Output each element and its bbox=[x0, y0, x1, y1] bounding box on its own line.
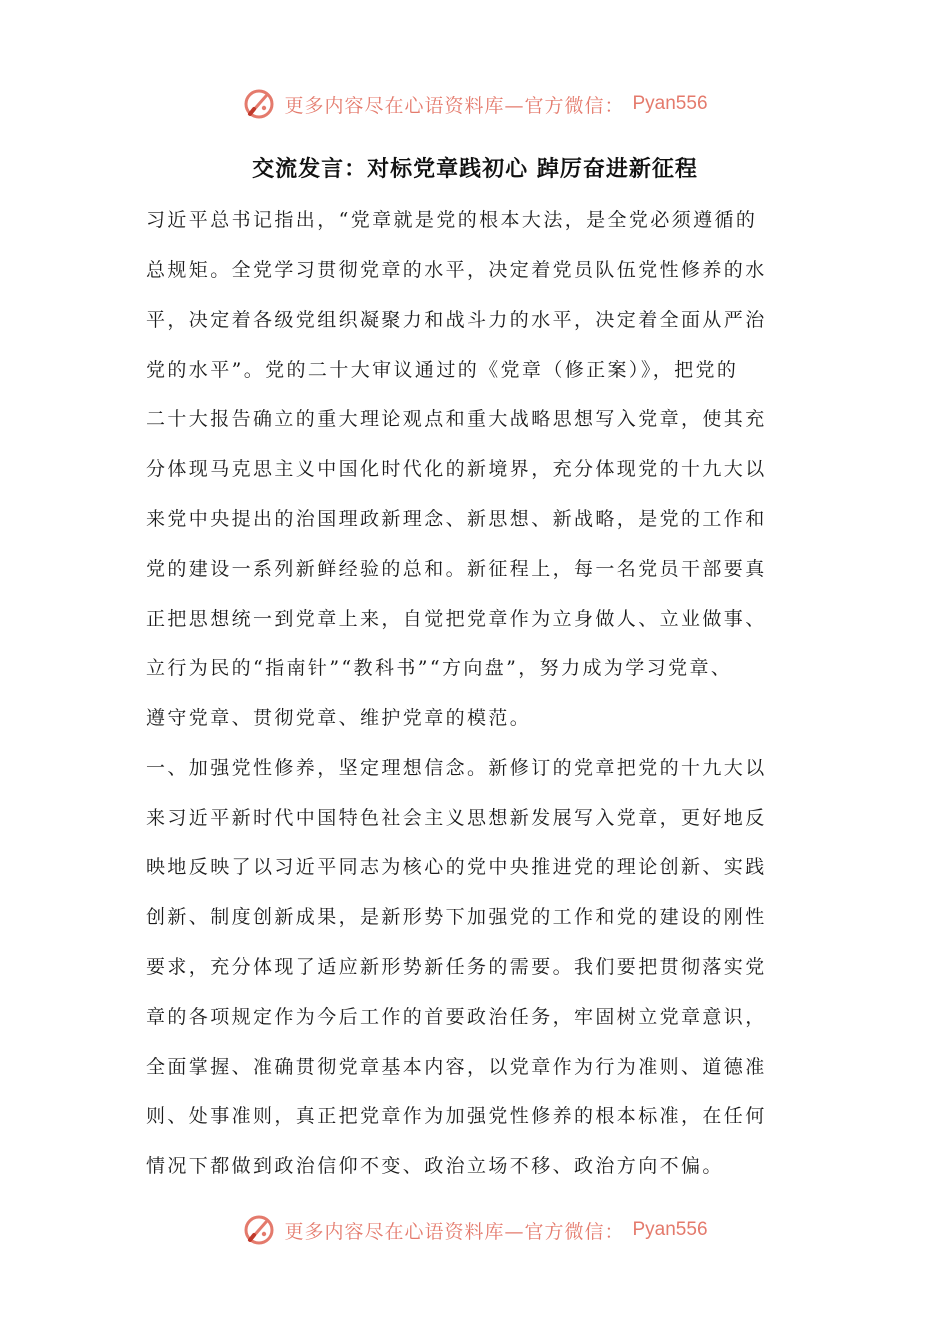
paragraph-line: 创新、制度创新成果，是新形势下加强党的工作和党的建设的刚性 bbox=[146, 906, 767, 928]
watermark-wechat-id: Pyan556 bbox=[632, 1219, 708, 1240]
paragraph-line: 习近平总书记指出，“党章就是党的根本大法，是全党必须遵循的 bbox=[146, 209, 758, 231]
document-title: 交流发言：对标党章践初心 踔厉奋进新征程 bbox=[252, 157, 698, 182]
header-watermark bbox=[0, 84, 950, 124]
paragraph-line: 情况下都做到政治信仰不变、政治立场不移、政治方向不偏。 bbox=[146, 1155, 724, 1177]
section-heading-line: 一、加强党性修养，坚定理想信念。新修订的党章把党的十九大以 bbox=[146, 757, 767, 779]
paragraph-line: 则、处事准则，真正把党章作为加强党性修养的根本标准，在任何 bbox=[146, 1105, 767, 1127]
paragraph-line: 分体现马克思主义中国化时代化的新境界，充分体现党的十九大以 bbox=[146, 458, 767, 480]
paragraph-line: 映地反映了以习近平同志为核心的党中央推进党的理论创新、实践 bbox=[146, 856, 767, 878]
watermark-text: 更多内容尽在心语资料库—官方微信： bbox=[284, 1220, 625, 1243]
footer-watermark bbox=[0, 1210, 950, 1250]
watermark-wechat-id: Pyan556 bbox=[632, 93, 708, 114]
pen-logo-icon bbox=[242, 1213, 276, 1247]
paragraph-line: 章的各项规定作为今后工作的首要政治任务，牢固树立党章意识， bbox=[146, 1006, 767, 1028]
paragraph-line: 正把思想统一到党章上来，自觉把党章作为立身做人、立业做事、 bbox=[146, 608, 767, 630]
paragraph-line: 遵守党章、贯彻党章、维护党章的模范。 bbox=[146, 707, 532, 729]
paragraph-line: 二十大报告确立的重大理论观点和重大战略思想写入党章，使其充 bbox=[146, 408, 767, 430]
paragraph-line: 总规矩。全党学习贯彻党章的水平，决定着党员队伍党性修养的水 bbox=[146, 259, 767, 281]
paragraph-line: 来党中央提出的治国理政新理念、新思想、新战略，是党的工作和 bbox=[146, 508, 767, 530]
paragraph-line: 平，决定着各级党组织凝聚力和战斗力的水平，决定着全面从严治 bbox=[146, 309, 767, 331]
paragraph-line: 来习近平新时代中国特色社会主义思想新发展写入党章，更好地反 bbox=[146, 807, 767, 829]
paragraph-line: 要求，充分体现了适应新形势新任务的需要。我们要把贯彻落实党 bbox=[146, 956, 767, 978]
paragraph-line: 党的水平”。党的二十大审议通过的《党章（修正案）》，把党的 bbox=[146, 359, 739, 381]
paragraph-line: 党的建设一系列新鲜经验的总和。新征程上，每一名党员干部要真 bbox=[146, 558, 767, 580]
watermark-text: 更多内容尽在心语资料库—官方微信： bbox=[284, 94, 625, 117]
paragraph-line: 全面掌握、准确贯彻党章基本内容，以党章作为行为准则、道德准 bbox=[146, 1056, 767, 1078]
pen-logo-icon bbox=[242, 87, 276, 121]
paragraph-line: 立行为民的“指南针”“教科书”“方向盘”，努力成为学习党章、 bbox=[146, 657, 733, 679]
